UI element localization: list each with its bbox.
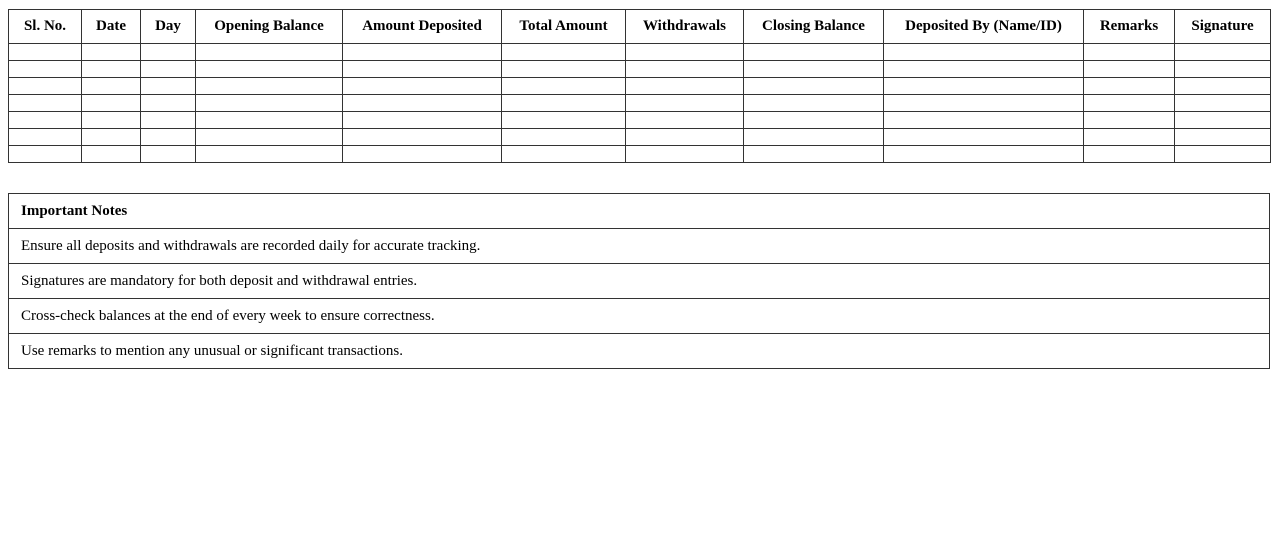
notes-title: Important Notes: [9, 194, 1270, 229]
ledger-row: [9, 129, 1271, 146]
note-row: [9, 299, 1270, 334]
ledger-cell[interactable]: [9, 146, 82, 163]
ledger-row: [9, 146, 1271, 163]
ledger-cell[interactable]: [1175, 95, 1271, 112]
ledger-cell[interactable]: [626, 95, 744, 112]
ledger-cell[interactable]: [884, 112, 1084, 129]
ledger-cell[interactable]: [626, 112, 744, 129]
note-row: [9, 264, 1270, 299]
ledger-cell[interactable]: [141, 78, 196, 95]
ledger-cell[interactable]: [9, 129, 82, 146]
ledger-cell[interactable]: [343, 78, 502, 95]
ledger-cell[interactable]: [744, 146, 884, 163]
note-text: Signatures are mandatory for both deposit and withdrawal entries.: [9, 264, 1270, 299]
column-header-date: Date: [82, 10, 141, 44]
ledger-cell[interactable]: [1084, 61, 1175, 78]
ledger-cell[interactable]: [744, 44, 884, 61]
ledger-cell[interactable]: [502, 78, 626, 95]
ledger-cell[interactable]: [196, 112, 343, 129]
ledger-cell[interactable]: [343, 129, 502, 146]
ledger-cell[interactable]: [1175, 61, 1271, 78]
ledger-cell[interactable]: [9, 112, 82, 129]
ledger-cell[interactable]: [884, 61, 1084, 78]
ledger-body: [9, 44, 1271, 163]
ledger-cell[interactable]: [196, 146, 343, 163]
ledger-cell[interactable]: [82, 146, 141, 163]
ledger-cell[interactable]: [626, 129, 744, 146]
ledger-cell[interactable]: [196, 95, 343, 112]
ledger-cell[interactable]: [82, 129, 141, 146]
notes-header-row: [9, 194, 1270, 229]
note-text: Use remarks to mention any unusual or significant transactions.: [9, 334, 1270, 369]
ledger-cell[interactable]: [1175, 44, 1271, 61]
ledger-cell[interactable]: [1084, 129, 1175, 146]
ledger-cell[interactable]: [1175, 129, 1271, 146]
ledger-table: [8, 9, 1271, 163]
ledger-cell[interactable]: [343, 146, 502, 163]
ledger-cell[interactable]: [1084, 112, 1175, 129]
ledger-row: [9, 95, 1271, 112]
ledger-cell[interactable]: [141, 129, 196, 146]
ledger-cell[interactable]: [9, 44, 82, 61]
ledger-row: [9, 44, 1271, 61]
column-header-total-amount: Total Amount: [502, 10, 626, 44]
ledger-cell[interactable]: [196, 61, 343, 78]
ledger-cell[interactable]: [141, 61, 196, 78]
ledger-cell[interactable]: [744, 129, 884, 146]
column-header-withdrawals: Withdrawals: [626, 10, 744, 44]
column-header-remarks: Remarks: [1084, 10, 1175, 44]
ledger-cell[interactable]: [196, 44, 343, 61]
column-header-sl-no: Sl. No.: [9, 10, 82, 44]
ledger-cell[interactable]: [343, 112, 502, 129]
ledger-cell[interactable]: [1084, 44, 1175, 61]
ledger-cell[interactable]: [884, 44, 1084, 61]
ledger-cell[interactable]: [343, 61, 502, 78]
ledger-cell[interactable]: [82, 112, 141, 129]
ledger-cell[interactable]: [744, 112, 884, 129]
ledger-cell[interactable]: [502, 61, 626, 78]
ledger-cell[interactable]: [626, 78, 744, 95]
ledger-cell[interactable]: [626, 61, 744, 78]
note-text: Ensure all deposits and withdrawals are recorded daily for accurate tracking.: [9, 229, 1270, 264]
ledger-cell[interactable]: [744, 95, 884, 112]
column-header-day: Day: [141, 10, 196, 44]
column-header-signature: Signature: [1175, 10, 1271, 44]
ledger-row: [9, 112, 1271, 129]
ledger-cell[interactable]: [343, 95, 502, 112]
ledger-row: [9, 78, 1271, 95]
ledger-cell[interactable]: [141, 95, 196, 112]
ledger-cell[interactable]: [1175, 112, 1271, 129]
ledger-cell[interactable]: [141, 146, 196, 163]
ledger-cell[interactable]: [626, 146, 744, 163]
ledger-header-row: [9, 10, 1271, 44]
note-row: [9, 229, 1270, 264]
ledger-cell[interactable]: [82, 95, 141, 112]
note-text: Cross-check balances at the end of every week to ensure correctness.: [9, 299, 1270, 334]
ledger-cell[interactable]: [502, 129, 626, 146]
ledger-cell[interactable]: [1084, 146, 1175, 163]
ledger-cell[interactable]: [626, 44, 744, 61]
ledger-cell[interactable]: [884, 95, 1084, 112]
ledger-cell[interactable]: [141, 112, 196, 129]
column-header-opening-balance: Opening Balance: [196, 10, 343, 44]
column-header-closing-balance: Closing Balance: [744, 10, 884, 44]
ledger-cell[interactable]: [1084, 95, 1175, 112]
ledger-cell[interactable]: [82, 61, 141, 78]
ledger-cell[interactable]: [502, 95, 626, 112]
ledger-cell[interactable]: [884, 78, 1084, 95]
ledger-cell[interactable]: [744, 61, 884, 78]
ledger-cell[interactable]: [502, 146, 626, 163]
ledger-cell[interactable]: [1175, 146, 1271, 163]
ledger-cell[interactable]: [1175, 78, 1271, 95]
ledger-cell[interactable]: [343, 44, 502, 61]
ledger-cell[interactable]: [9, 78, 82, 95]
ledger-cell[interactable]: [884, 129, 1084, 146]
ledger-cell[interactable]: [82, 78, 141, 95]
ledger-cell[interactable]: [82, 44, 141, 61]
ledger-cell[interactable]: [502, 112, 626, 129]
ledger-cell[interactable]: [141, 44, 196, 61]
important-notes-table: [8, 193, 1270, 369]
ledger-cell[interactable]: [9, 61, 82, 78]
ledger-cell[interactable]: [196, 129, 343, 146]
ledger-cell[interactable]: [196, 78, 343, 95]
ledger-cell[interactable]: [884, 146, 1084, 163]
ledger-cell[interactable]: [1084, 78, 1175, 95]
ledger-cell[interactable]: [502, 44, 626, 61]
ledger-row: [9, 61, 1271, 78]
note-row: [9, 334, 1270, 369]
column-header-amount-deposited: Amount Deposited: [343, 10, 502, 44]
ledger-cell[interactable]: [9, 95, 82, 112]
ledger-cell[interactable]: [744, 78, 884, 95]
column-header-deposited-by-name-id: Deposited By (Name/ID): [884, 10, 1084, 44]
